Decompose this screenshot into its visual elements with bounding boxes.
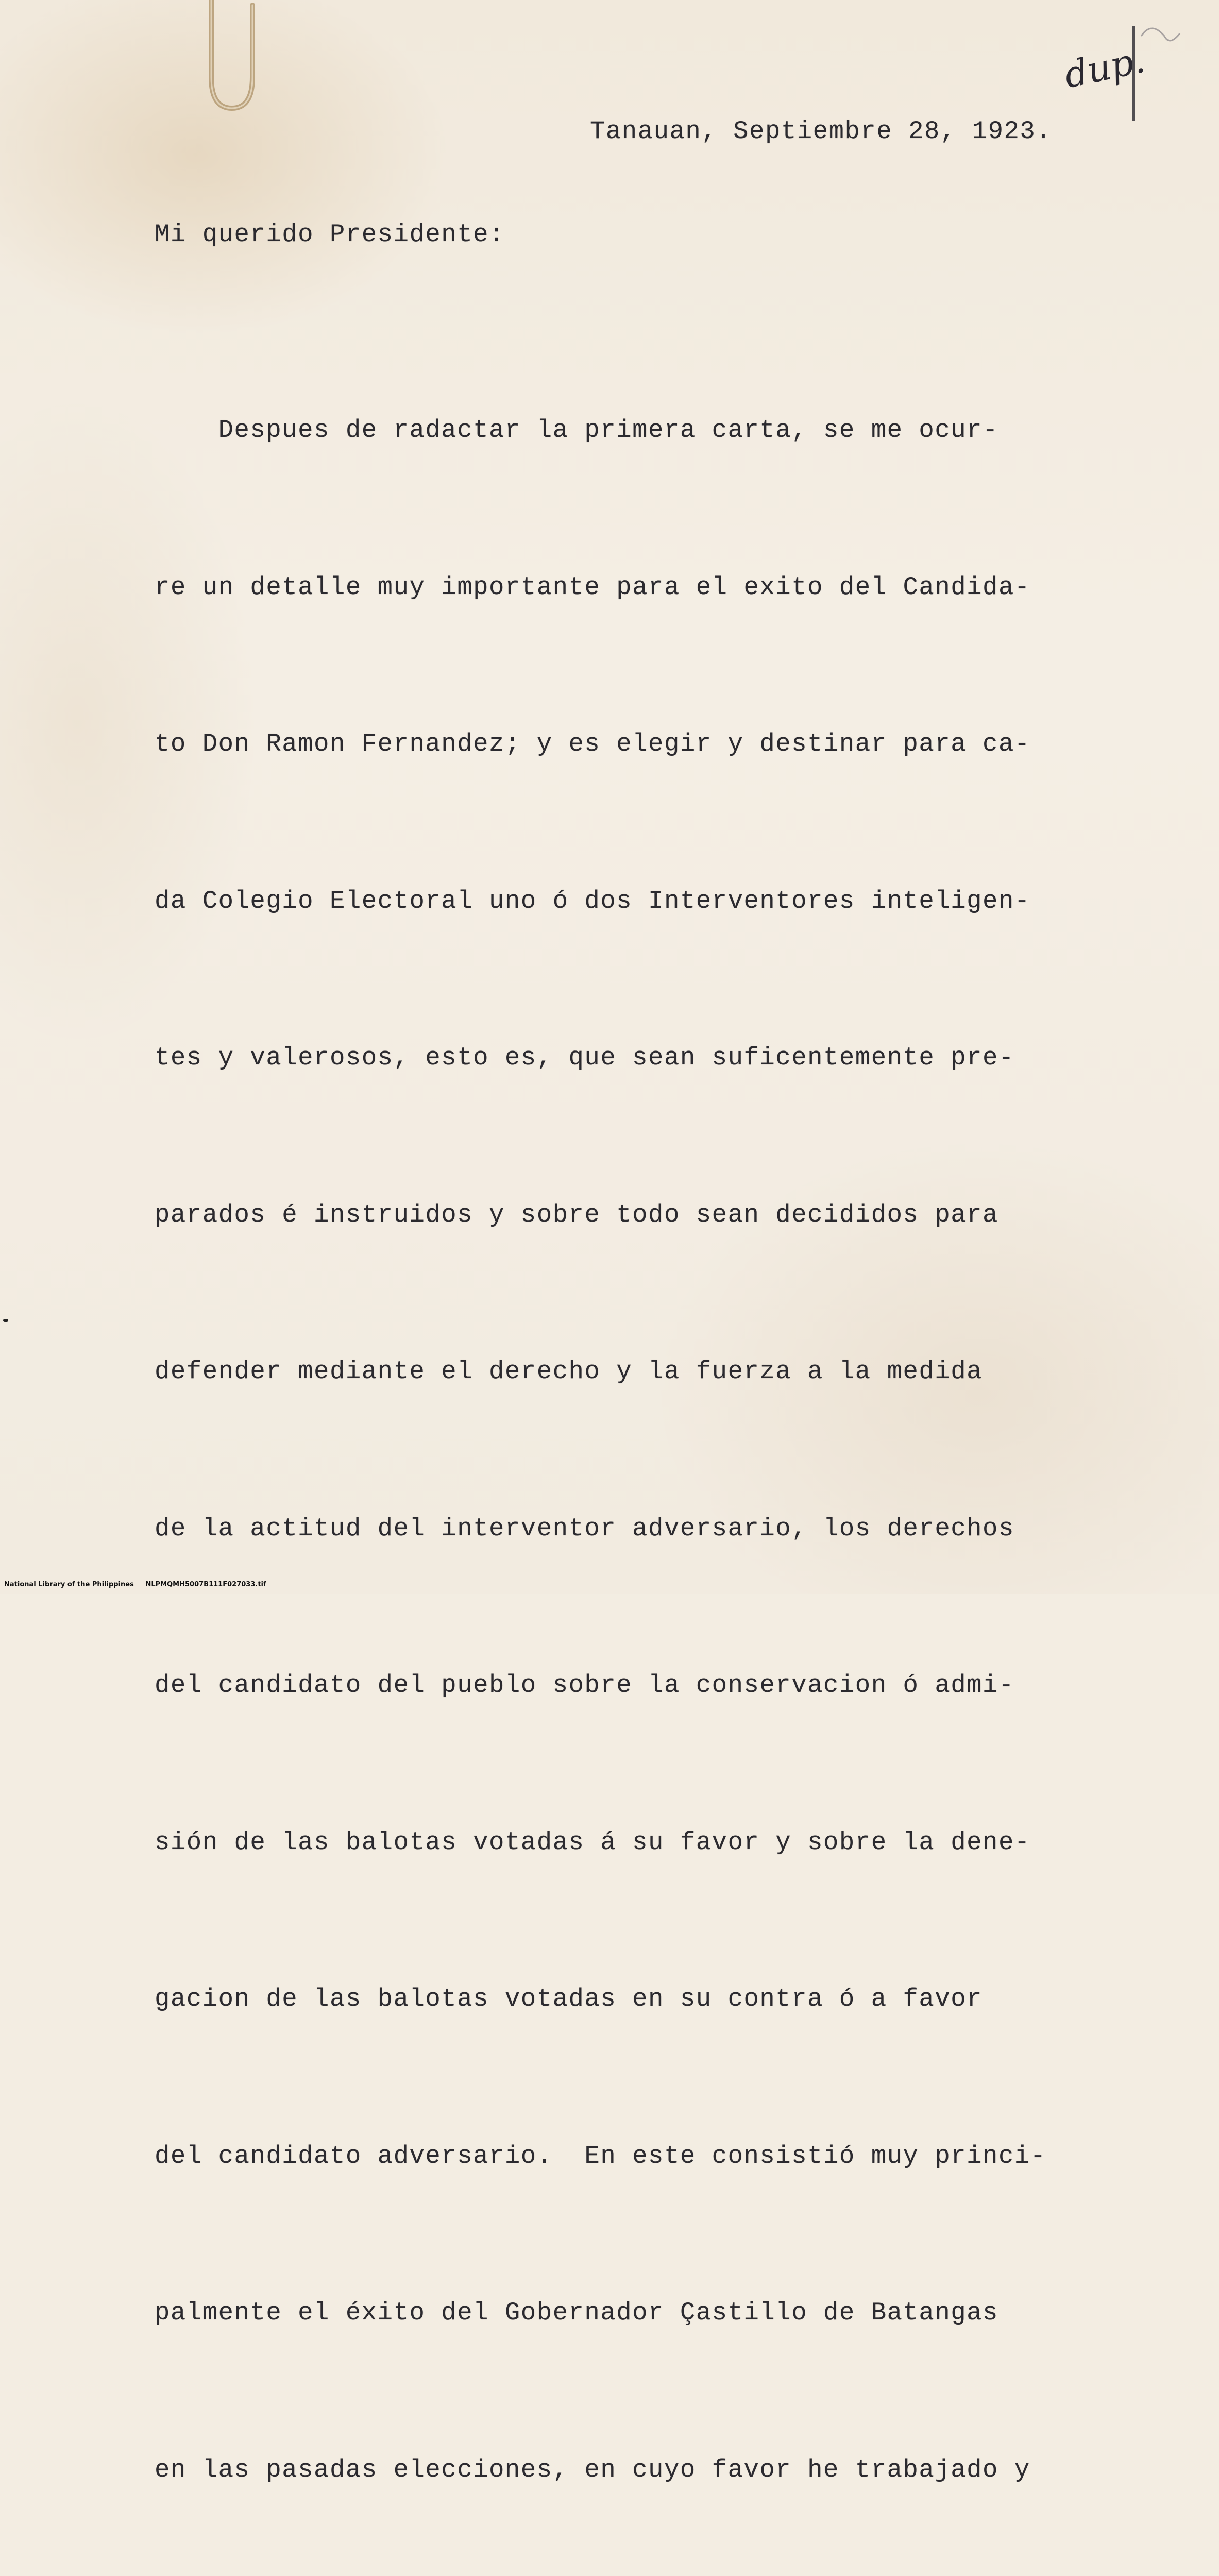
- paperclip-icon: [201, 0, 263, 118]
- body-line: to Don Ramon Fernandez; y es elegir y destinar para ca-: [155, 730, 1030, 758]
- body-line: Despues de radactar la primera carta, se me ocur-: [155, 416, 998, 445]
- ink-speck: [3, 1319, 8, 1322]
- body-line: sión de las balotas votadas á su favor y sobre la dene-: [155, 1827, 1030, 1857]
- body-line: parados é instruidos y sobre todo sean decididos para: [155, 1200, 998, 1229]
- body-line: del candidato adversario. En este consistió muy princi-: [155, 2141, 1046, 2171]
- body-line: palmente el éxito del Gobernador Çastillo de Batangas: [155, 2298, 998, 2327]
- annotation-text: dup.: [1060, 38, 1149, 97]
- body-line: re un detalle muy importante para el exito del Candida-: [155, 572, 1030, 602]
- handwritten-annotation: [1056, 5, 1190, 139]
- letter-body: [155, 300, 1046, 2576]
- archive-label: National Library of the Philippines: [4, 1581, 134, 1588]
- date-line: Tanauan, Septiembre 28, 1923.: [590, 117, 1052, 146]
- salutation: Mi querido Presidente:: [155, 220, 505, 249]
- body-line: en las pasadas elecciones, en cuyo favor he trabajado y: [155, 2455, 1030, 2484]
- archive-footer: [4, 1581, 266, 1588]
- body-line: tes y valerosos, esto es, que sean suficentemente pre-: [155, 1043, 1014, 1072]
- body-line: del candidato del pueblo sobre la conservacion ó admi-: [155, 1671, 1014, 1700]
- body-line: de la actitud del interventor adversario, los derechos: [155, 1514, 1014, 1543]
- file-name: NLPMQMH5007B111F027033.tif: [145, 1581, 266, 1588]
- body-line: gacion de las balotas votadas en su contra ó a favor: [155, 1985, 983, 2013]
- body-line: defender mediante el derecho y la fuerza a la medida: [155, 1357, 983, 1386]
- body-line: da Colegio Electoral uno ó dos Interventores inteligen-: [155, 886, 1030, 916]
